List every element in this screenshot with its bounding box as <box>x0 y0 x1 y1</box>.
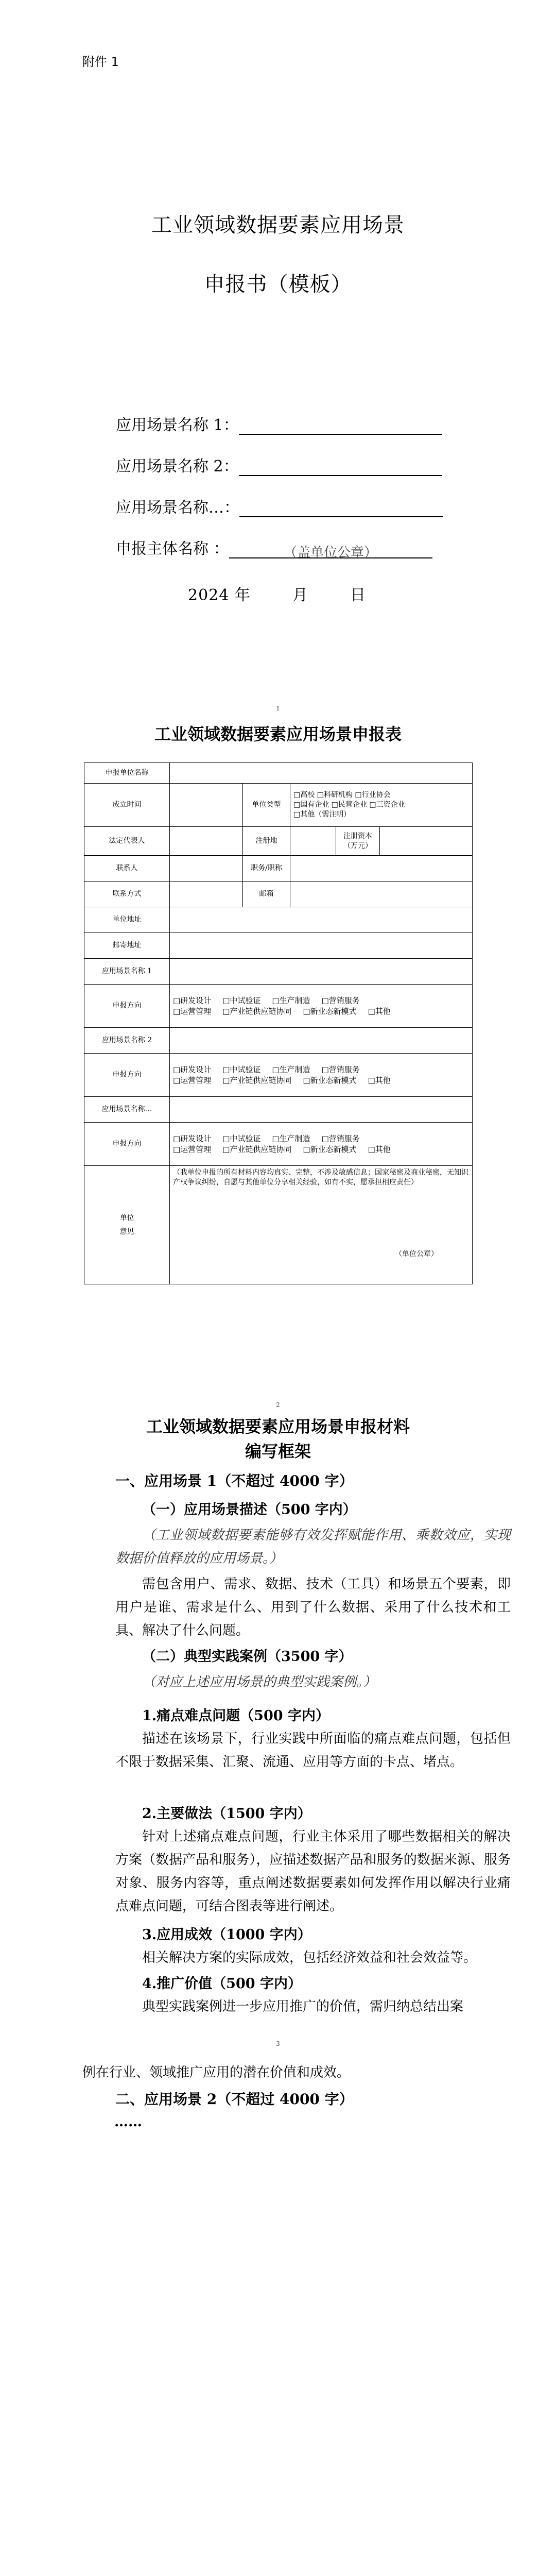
scene-name-label-3: 应用场景名称…： <box>116 499 239 517</box>
opt-other[interactable]: □其他 <box>368 1006 391 1016</box>
unit-type-label: 单位类型 <box>243 784 290 827</box>
promotion-value-body-a: 典型实践案例进一步应用推广的价值，需归纳总结出案 <box>142 1999 464 2014</box>
scene-name-field-3 <box>116 495 443 517</box>
contact-label: 联系人 <box>84 856 170 882</box>
opinion-value[interactable] <box>170 1166 473 1284</box>
table-row <box>84 985 473 1028</box>
table-row <box>84 1166 473 1284</box>
table-row <box>84 959 473 985</box>
scene-name-underline-1 <box>239 418 442 435</box>
direction1-options[interactable] <box>170 985 473 1028</box>
applicant-name-underline <box>229 542 432 561</box>
postcode-label: 邮寄地址 <box>84 933 170 959</box>
opinion-label <box>84 1166 170 1284</box>
table-row <box>84 1028 473 1054</box>
applicant-value[interactable] <box>170 763 473 784</box>
seal-note: （盖单位公章） <box>284 545 378 561</box>
page-number-3: 3 <box>276 2040 280 2047</box>
position-value[interactable] <box>290 856 473 882</box>
opt-pilot-verify[interactable]: □中试验证 <box>222 1065 261 1075</box>
direction1-label: 申报方向 <box>84 985 170 1028</box>
opt-supply-chain[interactable]: □产业链供应链协同 <box>222 1006 292 1016</box>
scene3-label: 应用场景名称… <box>84 1097 170 1123</box>
practice-case-hint: （对应上述应用场景的典型实践案例。） <box>142 1674 377 1690</box>
contact-method-value[interactable] <box>170 882 243 907</box>
section-scene-2: 二、应用场景 2（不超过 4000 字） <box>115 2091 354 2108</box>
date-year: 2024 年 <box>188 586 251 604</box>
direction3-label: 申报方向 <box>84 1123 170 1166</box>
established-value[interactable] <box>170 784 243 827</box>
unit-type-line-2: □国有企业 □民营企业 □三资企业 <box>293 801 405 809</box>
reg-capital-label: 注册资本（万元） <box>336 827 380 856</box>
opt-rd-design[interactable]: □研发设计 <box>173 1134 212 1144</box>
reg-place-label: 注册地 <box>243 827 290 856</box>
page-number-2: 2 <box>276 1401 280 1409</box>
date-month: 月 <box>292 586 308 604</box>
date-day: 日 <box>350 586 367 604</box>
opinion-label-line-2: 意见 <box>119 1227 134 1236</box>
opt-new-business[interactable]: □新业态新模式 <box>303 1075 357 1085</box>
application-form-table <box>84 762 473 1284</box>
postcode-value[interactable] <box>170 933 473 959</box>
contact-method-label: 联系方式 <box>84 882 170 907</box>
opt-new-business[interactable]: □新业态新模式 <box>303 1006 357 1016</box>
scene-name-underline-2 <box>239 460 442 476</box>
scene-name-field-1 <box>116 412 442 435</box>
direction2-options[interactable] <box>170 1054 473 1097</box>
scene-name-label-2: 应用场景名称 2： <box>116 457 239 476</box>
scene3-value[interactable] <box>170 1097 473 1123</box>
opt-operation[interactable]: □运营管理 <box>173 1075 212 1085</box>
reg-capital-value[interactable] <box>380 827 473 856</box>
scene1-value[interactable] <box>170 959 473 985</box>
email-value[interactable] <box>290 882 473 907</box>
reg-place-value[interactable] <box>290 827 336 856</box>
table-row <box>84 1054 473 1097</box>
attachment-label: 附件 1 <box>82 55 119 69</box>
table-row <box>84 763 473 784</box>
opt-rd-design[interactable]: □研发设计 <box>173 1065 212 1075</box>
unit-type-line-1: □高校 □科研机构 □行业协会 <box>293 791 391 800</box>
continuation-ellipsis: …… <box>114 2114 142 2130</box>
opt-supply-chain[interactable]: □产业链供应链协同 <box>222 1144 292 1154</box>
scene-description-hint: （工业领域数据要素能够有效发挥赋能作用、乘数效应，实现数据价值释放的应用场景。） <box>115 1528 511 1566</box>
opt-operation[interactable]: □运营管理 <box>173 1144 212 1154</box>
scene-name-label-1: 应用场景名称 1： <box>116 416 239 434</box>
table-row <box>84 784 473 827</box>
opt-pilot-verify[interactable]: □中试验证 <box>222 1134 261 1144</box>
opt-marketing[interactable]: □营销服务 <box>321 996 360 1006</box>
cover-subtitle: 申报书（模板） <box>204 273 352 296</box>
opt-production[interactable]: □生产制造 <box>272 1134 310 1144</box>
address-label: 单位地址 <box>84 907 170 933</box>
scene-name-underline-3 <box>239 501 443 517</box>
table-row <box>84 1123 473 1166</box>
section-scene-1: 一、应用场景 1（不超过 4000 字） <box>115 1472 354 1489</box>
item-pain-points: 1.痛点难点问题（500 字内） <box>142 1708 329 1724</box>
opt-rd-design[interactable]: □研发设计 <box>173 996 212 1006</box>
table-row <box>84 933 473 959</box>
subsection-practice-case: （二）典型实践案例（3500 字） <box>142 1649 353 1665</box>
opt-marketing[interactable]: □营销服务 <box>321 1065 360 1075</box>
scene2-label: 应用场景名称 2 <box>84 1028 170 1054</box>
scene2-value[interactable] <box>170 1028 473 1054</box>
established-label: 成立时间 <box>84 784 170 827</box>
item-results: 3.应用成效（1000 字内） <box>142 1927 311 1943</box>
opt-pilot-verify[interactable]: □中试验证 <box>222 996 261 1006</box>
position-label: 职务/职称 <box>243 856 290 882</box>
table-row <box>84 1097 473 1123</box>
opinion-seal: （单位公章） <box>395 1249 439 1258</box>
contact-value[interactable] <box>170 856 243 882</box>
opinion-declaration: （我单位申报的所有材料内容均真实、完整，不涉及敏感信息；国家秘密及商业秘密，无知识产权争议纠纷，自愿与其他单位分享相关经验，如有不实，愿承担相应责任） <box>173 1168 468 1187</box>
legal-rep-value[interactable] <box>170 827 243 856</box>
framework-title-line-1: 工业领域数据要素应用场景申报材料 <box>146 1417 410 1436</box>
table-row <box>84 827 473 856</box>
unit-type-options[interactable] <box>290 784 473 827</box>
opt-other[interactable]: □其他 <box>368 1144 391 1154</box>
item-promotion-value: 4.推广价值（500 字内） <box>142 1976 302 1992</box>
applicant-name-label: 申报主体名称 ： <box>116 540 229 558</box>
opt-new-business[interactable]: □新业态新模式 <box>303 1144 357 1154</box>
cover-date <box>188 582 366 605</box>
results-body: 相关解决方案的实际成效，包括经济效益和社会效益等。 <box>142 1950 477 1965</box>
address-value[interactable] <box>170 907 473 933</box>
direction2-label: 申报方向 <box>84 1054 170 1097</box>
direction3-options[interactable] <box>170 1123 473 1166</box>
scene-name-field-2 <box>116 453 442 476</box>
scene-description-body: 需包含用户、需求、数据、技术（工具）和场景五个要素，即用户是谁、需求是什么、用到了什么数据、采用了什么技术和工具、解决了什么问题。 <box>115 1577 511 1638</box>
table-row <box>84 882 473 907</box>
unit-type-line-3: □其他（需注明） <box>293 810 351 819</box>
opinion-label-line-1: 单位 <box>119 1213 134 1222</box>
opt-operation[interactable]: □运营管理 <box>173 1006 212 1016</box>
form-title: 工业领域数据要素应用场景申报表 <box>154 724 402 744</box>
legal-rep-label: 法定代表人 <box>84 827 170 856</box>
opt-supply-chain[interactable]: □产业链供应链协同 <box>222 1075 292 1085</box>
email-label: 邮箱 <box>243 882 290 907</box>
main-approach-body: 针对上述痛点难点问题，行业主体采用了哪些数据相关的解决方案（数据产品和服务），应描述数据产品和服务的数据来源、服务对象、服务内容等，重点阐述数据要素如何发挥作用以解决行业痛点难点问题，可结合图表等进行阐述。 <box>115 1829 511 1914</box>
pain-points-body: 描述在该场景下，行业实践中所面临的痛点难点问题，包括但不限于数据采集、汇聚、流通、应用等方面的卡点、堵点。 <box>115 1731 511 1770</box>
scene1-label: 应用场景名称 1 <box>84 959 170 985</box>
applicant-label: 申报单位名称 <box>84 763 170 784</box>
page-number-1: 1 <box>276 705 280 712</box>
opt-other[interactable]: □其他 <box>368 1075 391 1085</box>
table-row <box>84 907 473 933</box>
applicant-name-field <box>116 536 432 561</box>
framework-title-line-2: 编写框架 <box>245 1442 311 1461</box>
subsection-scene-description: （一）应用场景描述（500 字内） <box>142 1502 357 1518</box>
table-row <box>84 856 473 882</box>
opt-production[interactable]: □生产制造 <box>272 1065 310 1075</box>
promotion-value-body-b: 例在行业、领域推广应用的潜在价值和成效。 <box>82 2065 351 2080</box>
opt-production[interactable]: □生产制造 <box>272 996 310 1006</box>
opt-marketing[interactable]: □营销服务 <box>321 1134 360 1144</box>
cover-title: 工业领域数据要素应用场景 <box>151 213 405 237</box>
item-main-approach: 2.主要做法（1500 字内） <box>142 1806 311 1822</box>
